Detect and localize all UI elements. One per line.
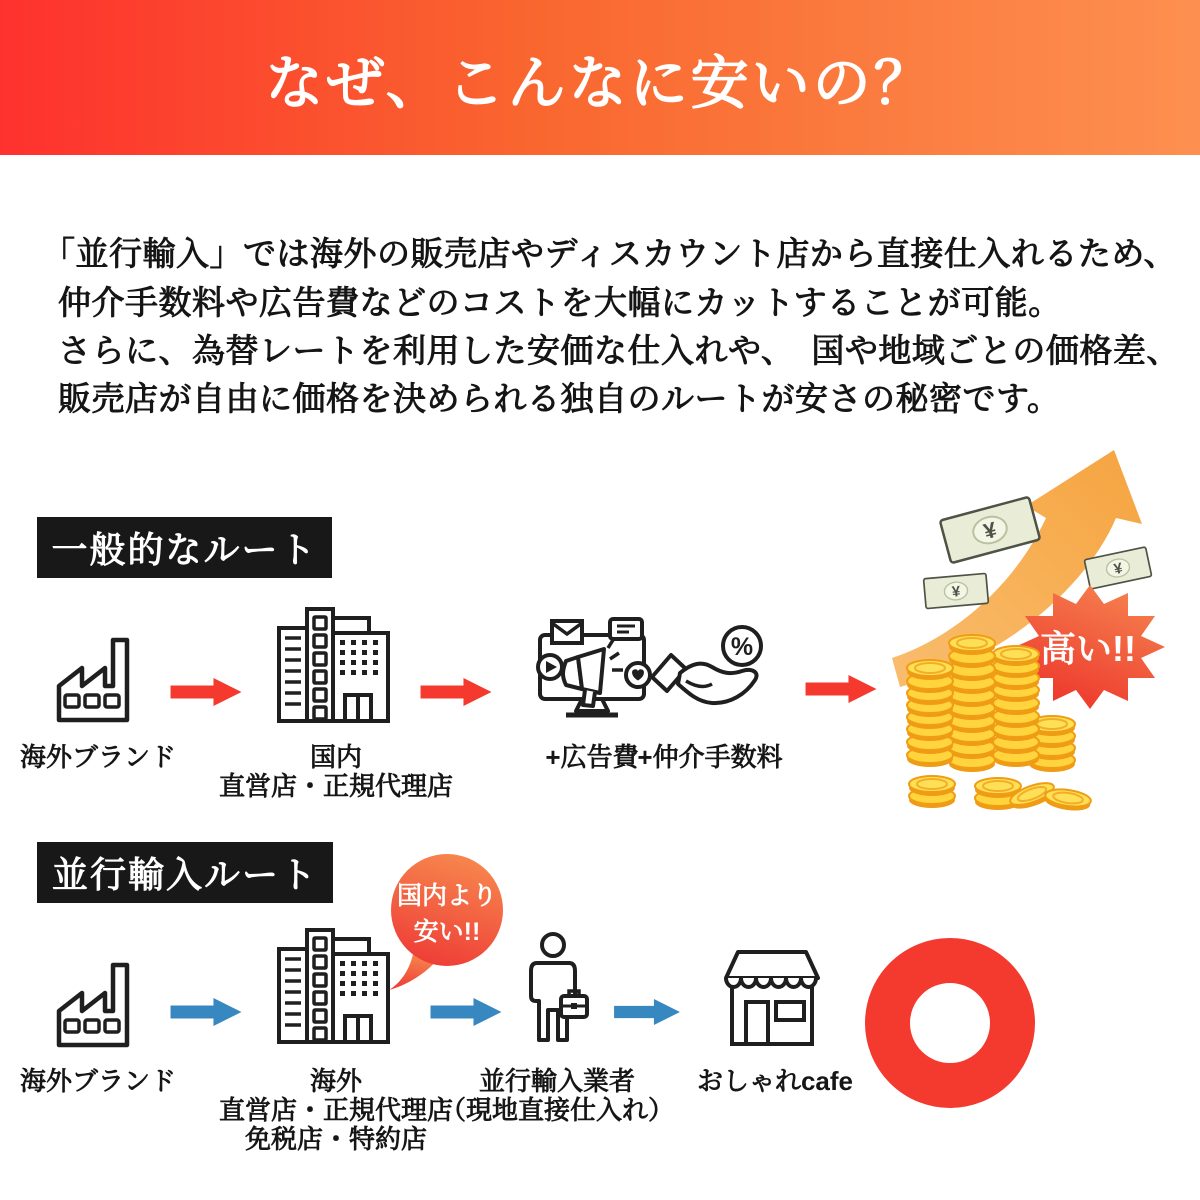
- ad-monitor-megaphone-icon: [538, 619, 650, 723]
- label-shop-cafe: おしゃれcafe: [696, 1066, 854, 1096]
- flow-arrow-blue-2: [430, 998, 502, 1026]
- page-title: なぜ、こんなに安いの？: [265, 50, 935, 116]
- office-building-icon: [277, 928, 390, 1044]
- flow-arrow-blue-1: [170, 998, 242, 1026]
- label-overseas-brand-general: 海外ブランド: [19, 742, 177, 772]
- cheaper-speech-bubble: [385, 852, 515, 992]
- flow-arrow-red-3: [803, 675, 879, 703]
- flow-arrow-red-2: [420, 678, 492, 706]
- label-domestic-store-line1: 国内: [309, 742, 363, 772]
- label-ad-cost: +広告費: [545, 742, 639, 772]
- office-building-icon: [277, 607, 390, 723]
- label-overseas-store-line2: 直営店・正規代理店: [218, 1095, 454, 1125]
- label-commission-cost: +仲介手数料: [637, 742, 783, 772]
- label-overseas-brand-parallel: 海外ブランド: [19, 1066, 177, 1096]
- bubble-text-line1: 国内より: [396, 882, 498, 910]
- flow-arrow-red-1: [170, 678, 242, 706]
- label-parallel-importer-line2: （現地直接仕入れ）: [439, 1095, 675, 1125]
- bubble-text-line2: 安い!!: [413, 918, 481, 946]
- route-general-label: [37, 517, 332, 578]
- storefront-icon: [722, 948, 822, 1048]
- intro-line-1: 「並行輸入」では海外の販売店やディスカウント店から直接仕入れるため、: [42, 235, 1178, 272]
- hand-commission-icon: [650, 625, 768, 717]
- label-overseas-store-line3: 免税店・特約店: [244, 1124, 428, 1154]
- expensive-burst-text: 高い!!: [1040, 628, 1136, 669]
- label-domestic-store-line2: 直営店・正規代理店: [218, 771, 454, 801]
- intro-line-3: さらに、為替レートを利用した安価な仕入れや、 国や地域ごとの価格差、: [58, 332, 1180, 369]
- price-increase-graphic: ¥ 高い!!: [880, 430, 1200, 830]
- yen-banknote-icon: [940, 497, 1040, 563]
- intro-line-4: 販売店が自由に価格を決められる独自のルートが安さの秘密です。: [58, 380, 1061, 417]
- yen-banknote-icon: [924, 573, 989, 608]
- good-price-ring-icon: [865, 938, 1035, 1108]
- factory-icon: [53, 957, 133, 1049]
- flow-arrow-blue-3: [613, 999, 681, 1025]
- intro-line-2: 仲介手数料や広告費などのコストを大幅にカットすることが可能。: [58, 284, 1062, 321]
- label-overseas-store-line1: 海外: [309, 1066, 363, 1096]
- route-general-label-text: 一般的なルート: [51, 529, 318, 570]
- businessman-briefcase-icon: [521, 932, 589, 1044]
- factory-icon: [53, 632, 133, 724]
- percent-symbol: %: [730, 633, 754, 661]
- header-banner: [0, 0, 1200, 155]
- route-parallel-label: [37, 842, 333, 903]
- route-parallel-label-text: 並行輸入ルート: [51, 854, 318, 895]
- label-parallel-importer-line1: 並行輸入業者: [478, 1066, 636, 1096]
